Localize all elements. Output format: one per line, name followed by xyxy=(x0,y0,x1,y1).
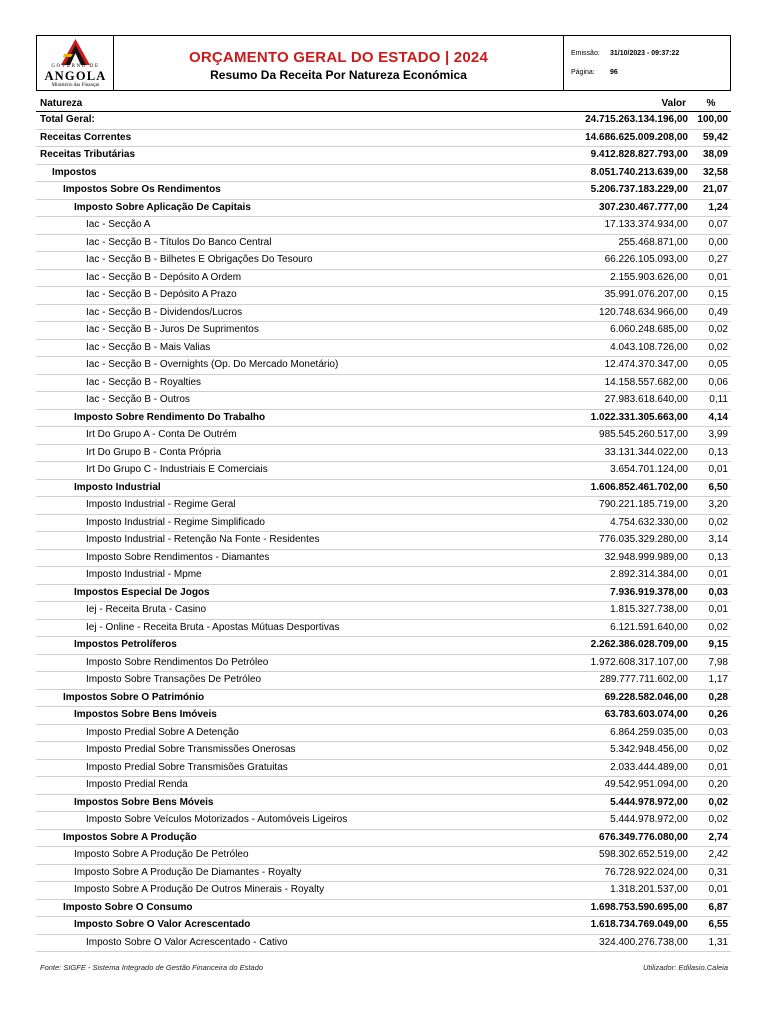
table-row xyxy=(36,777,731,795)
row-percent: 0,49 xyxy=(708,306,728,318)
row-natureza: Iej - Receita Bruta - Casino xyxy=(86,604,207,615)
table-row xyxy=(36,585,731,603)
row-natureza: Imposto Sobre A Produção De Petróleo xyxy=(74,849,249,860)
title-block xyxy=(114,36,563,90)
row-natureza: Impostos Sobre Os Rendimentos xyxy=(63,184,221,195)
row-natureza: Impostos Sobre Bens Móveis xyxy=(74,796,214,808)
document-title: ORÇAMENTO GERAL DO ESTADO | 2024 xyxy=(189,49,488,66)
row-valor: 14.686.625.009.208,00 xyxy=(585,131,688,143)
table-row xyxy=(36,795,731,813)
table-row xyxy=(36,375,731,393)
row-valor: 598.302.652.519,00 xyxy=(599,849,688,860)
logo-block xyxy=(37,36,114,90)
row-percent: 2,42 xyxy=(708,849,728,860)
table-row xyxy=(36,217,731,235)
row-natureza: Impostos Sobre Bens Imóveis xyxy=(74,709,217,720)
row-natureza: Imposto Sobre Aplicação De Capitais xyxy=(74,201,251,213)
row-percent: 0,31 xyxy=(708,866,728,878)
row-valor: 985.545.260.517,00 xyxy=(599,429,688,440)
row-natureza: Iac - Secção B - Dividendos/Lucros xyxy=(86,306,243,318)
row-natureza: Imposto Sobre Veículos Motorizados - Automóveis Ligeiros xyxy=(86,814,348,825)
table-row xyxy=(36,690,731,708)
row-natureza: Imposto Predial Sobre A Detenção xyxy=(86,726,239,738)
table-header xyxy=(36,96,731,112)
row-valor: 9.412.828.827.793,00 xyxy=(590,149,688,160)
metadata-block xyxy=(563,36,730,90)
table-row xyxy=(36,707,731,725)
row-percent: 0,02 xyxy=(708,814,728,825)
report-header xyxy=(36,35,731,91)
row-percent: 38,09 xyxy=(702,149,728,160)
table-row xyxy=(36,550,731,568)
row-valor: 2.033.444.489,00 xyxy=(610,761,688,773)
row-valor: 1.318.201.537,00 xyxy=(610,884,688,895)
row-natureza: Impostos Sobre O Património xyxy=(63,691,205,703)
row-valor: 5.342.948.456,00 xyxy=(610,744,688,755)
table-row xyxy=(36,340,731,358)
row-percent: 0,01 xyxy=(708,464,728,475)
emissao-label: Emissão: xyxy=(571,50,600,57)
footer-user: Utilizador: Edilasio.Caleia xyxy=(642,963,728,972)
row-valor: 5.206.737.183.229,00 xyxy=(590,184,688,195)
table-row xyxy=(36,235,731,253)
row-percent: 0,01 xyxy=(708,604,728,615)
table-row xyxy=(36,637,731,655)
row-percent: 0,01 xyxy=(708,569,728,580)
row-valor: 1.972.608.317.107,00 xyxy=(590,656,688,668)
table-row xyxy=(36,515,731,533)
angola-emblem-icon xyxy=(61,39,90,65)
row-valor: 1.606.852.461.702,00 xyxy=(590,481,688,493)
row-valor: 27.983.618.640,00 xyxy=(604,394,688,405)
row-natureza: Imposto Sobre Rendimentos - Diamantes xyxy=(86,551,270,563)
table-row xyxy=(36,760,731,778)
table-row xyxy=(36,445,731,463)
row-natureza: Iac - Secção B - Depósito A Prazo xyxy=(86,289,237,300)
table-row xyxy=(36,882,731,900)
row-percent: 32,58 xyxy=(702,166,728,178)
table-row xyxy=(36,112,731,130)
row-percent: 3,20 xyxy=(708,499,728,510)
row-percent: 0,02 xyxy=(708,341,728,353)
row-natureza: Irt Do Grupo A - Conta De Outrém xyxy=(86,429,237,440)
table-row xyxy=(36,147,731,165)
row-valor: 12.474.370.347,00 xyxy=(604,359,688,370)
row-natureza: Receitas Correntes xyxy=(40,131,132,143)
row-valor: 120.748.634.966,00 xyxy=(599,306,688,318)
row-percent: 0,05 xyxy=(708,359,728,370)
row-percent: 6,55 xyxy=(708,919,728,930)
row-percent: 9,15 xyxy=(708,639,728,650)
row-valor: 49.542.951.094,00 xyxy=(604,779,688,790)
table-row xyxy=(36,532,731,550)
row-percent: 1,31 xyxy=(708,936,728,948)
row-natureza: Iac - Secção B - Juros De Suprimentos xyxy=(86,324,259,335)
row-percent: 6,50 xyxy=(708,481,728,493)
row-percent: 3,14 xyxy=(708,534,728,545)
row-percent: 7,98 xyxy=(708,656,728,668)
column-header-natureza: Natureza xyxy=(40,98,83,109)
row-percent: 59,42 xyxy=(702,131,728,143)
column-header-valor: Valor xyxy=(661,98,686,109)
row-valor: 289.777.711.602,00 xyxy=(599,674,688,685)
row-valor: 1.815.327.738,00 xyxy=(610,604,688,615)
table-row xyxy=(36,847,731,865)
row-natureza: Impostos xyxy=(52,166,97,178)
row-percent: 0,02 xyxy=(708,516,728,528)
row-natureza: Imposto Sobre O Consumo xyxy=(63,901,193,913)
row-natureza: Imposto Predial Renda xyxy=(86,779,188,790)
row-valor: 776.035.329.280,00 xyxy=(599,534,688,545)
row-percent: 0,13 xyxy=(708,551,728,563)
row-natureza: Imposto Industrial - Regime Geral xyxy=(86,499,236,510)
row-valor: 307.230.467.777,00 xyxy=(599,201,688,213)
row-natureza: Iac - Secção B - Royalties xyxy=(86,376,202,388)
row-natureza: Irt Do Grupo B - Conta Própria xyxy=(86,446,222,458)
row-percent: 0,27 xyxy=(708,254,728,265)
table-row xyxy=(36,725,731,743)
row-valor: 2.892.314.384,00 xyxy=(610,569,688,580)
row-percent: 0,01 xyxy=(708,884,728,895)
footer-source: Fonte: SIGFE - Sistema Integrado de Gestão Financeira do Estado xyxy=(40,963,264,972)
row-natureza: Imposto Predial Sobre Transmisões Gratuitas xyxy=(86,761,288,773)
table-row xyxy=(36,392,731,410)
row-percent: 0,11 xyxy=(709,394,728,405)
row-natureza: Iac - Secção B - Depósito A Ordem xyxy=(86,271,242,283)
table-row xyxy=(36,165,731,183)
pagina-value: 96 xyxy=(610,69,618,76)
table-row xyxy=(36,130,731,148)
pagina-label: Página: xyxy=(571,69,595,76)
row-natureza: Iac - Secção B - Outros xyxy=(86,394,190,405)
row-natureza: Imposto Sobre Transações De Petróleo xyxy=(86,674,262,685)
row-percent: 1,17 xyxy=(708,674,728,685)
row-valor: 17.133.374.934,00 xyxy=(604,219,688,230)
row-natureza: Iac - Secção B - Overnights (Op. Do Mercado Monetário) xyxy=(86,359,339,370)
column-header-percent: % xyxy=(706,98,716,109)
row-valor: 1.022.331.305.663,00 xyxy=(590,411,688,423)
row-valor: 7.936.919.378,00 xyxy=(610,586,688,598)
table-row xyxy=(36,812,731,830)
table-row xyxy=(36,655,731,673)
table-row xyxy=(36,865,731,883)
row-valor: 6.864.259.035,00 xyxy=(610,726,688,738)
row-natureza: Iac - Secção B - Mais Valias xyxy=(86,341,211,353)
row-natureza: Total Geral: xyxy=(40,114,95,125)
row-percent: 0,03 xyxy=(708,726,728,738)
table-row xyxy=(36,305,731,323)
row-natureza: Imposto Sobre Rendimento Do Trabalho xyxy=(74,411,266,423)
table-row xyxy=(36,480,731,498)
row-percent: 0,06 xyxy=(708,376,728,388)
row-natureza: Imposto Industrial - Retenção Na Fonte - Residentes xyxy=(86,534,320,545)
row-valor: 255.468.871,00 xyxy=(618,236,688,248)
table-row xyxy=(36,287,731,305)
row-valor: 676.349.776.080,00 xyxy=(599,831,688,843)
table-row xyxy=(36,742,731,760)
table-row xyxy=(36,917,731,935)
row-natureza: Impostos Especial De Jogos xyxy=(74,586,210,598)
row-valor: 6.121.591.640,00 xyxy=(610,621,688,633)
table-row xyxy=(36,620,731,638)
row-valor: 8.051.740.213.639,00 xyxy=(590,166,688,178)
row-valor: 33.131.344.022,00 xyxy=(604,446,688,458)
row-natureza: Iac - Secção B - Bilhetes E Obrigações Do Tesouro xyxy=(86,254,313,265)
row-valor: 63.783.603.074,00 xyxy=(604,709,688,720)
row-natureza: Imposto Industrial xyxy=(74,481,161,493)
row-valor: 24.715.263.134.196,00 xyxy=(585,114,688,125)
row-natureza: Iac - Secção A xyxy=(86,219,151,230)
table-row xyxy=(36,357,731,375)
row-valor: 69.228.582.046,00 xyxy=(604,691,688,703)
row-percent: 0,03 xyxy=(708,586,728,598)
table-row xyxy=(36,182,731,200)
row-natureza: Imposto Sobre A Produção De Outros Minerais - Royalty xyxy=(74,884,325,895)
table-row xyxy=(36,200,731,218)
row-percent: 0,20 xyxy=(708,779,728,790)
row-percent: 2,74 xyxy=(708,831,728,843)
row-valor: 3.654.701.124,00 xyxy=(610,464,688,475)
row-percent: 0,01 xyxy=(708,271,728,283)
row-percent: 0,02 xyxy=(708,621,728,633)
row-valor: 5.444.978.972,00 xyxy=(610,814,688,825)
table-row xyxy=(36,270,731,288)
row-natureza: Imposto Sobre Rendimentos Do Petróleo xyxy=(86,656,269,668)
row-valor: 1.698.753.590.695,00 xyxy=(590,901,688,913)
row-percent: 0,02 xyxy=(708,796,728,808)
row-valor: 790.221.185.719,00 xyxy=(599,499,688,510)
row-valor: 4.754.632.330,00 xyxy=(610,516,688,528)
row-valor: 6.060.248.685,00 xyxy=(610,324,688,335)
logo-line-governo: GOVERNO DE xyxy=(51,64,100,69)
table-row xyxy=(36,935,731,953)
row-natureza: Irt Do Grupo C - Industriais E Comerciais xyxy=(86,464,268,475)
emissao-value: 31/10/2023 - 09:37:22 xyxy=(610,50,680,57)
row-percent: 21,07 xyxy=(702,184,728,195)
row-percent: 100,00 xyxy=(697,114,728,125)
row-percent: 0,07 xyxy=(708,219,728,230)
row-natureza: Imposto Sobre O Valor Acrescentado xyxy=(74,919,251,930)
row-percent: 3,99 xyxy=(708,429,728,440)
row-valor: 5.444.978.972,00 xyxy=(610,796,688,808)
table-row xyxy=(36,427,731,445)
logo-line-angola: ANGOLA xyxy=(44,69,107,83)
row-natureza: Imposto Industrial - Mpme xyxy=(86,569,202,580)
row-percent: 0,28 xyxy=(708,691,728,703)
row-valor: 35.991.076.207,00 xyxy=(604,289,688,300)
row-natureza: Impostos Petrolíferos xyxy=(74,639,177,650)
table-row xyxy=(36,410,731,428)
logo-line-ministerio: Ministério das Finanças xyxy=(51,83,100,88)
row-natureza: Imposto Industrial - Regime Simplificado xyxy=(86,516,265,528)
row-valor: 76.728.922.024,00 xyxy=(604,866,688,878)
row-percent: 0,02 xyxy=(708,744,728,755)
table-row xyxy=(36,322,731,340)
row-natureza: Iac - Secção B - Títulos Do Banco Central xyxy=(86,236,272,248)
table-row xyxy=(36,252,731,270)
row-natureza: Impostos Sobre A Produção xyxy=(63,831,197,843)
row-valor: 2.262.386.028.709,00 xyxy=(590,639,688,650)
row-percent: 0,01 xyxy=(708,761,728,773)
row-percent: 0,13 xyxy=(708,446,728,458)
row-percent: 0,26 xyxy=(708,709,728,720)
row-natureza: Receitas Tributárias xyxy=(40,149,136,160)
row-natureza: Imposto Sobre O Valor Acrescentado - Cativo xyxy=(86,936,288,948)
table-row xyxy=(36,462,731,480)
table-row xyxy=(36,900,731,918)
row-valor: 14.158.557.682,00 xyxy=(604,376,688,388)
row-valor: 2.155.903.626,00 xyxy=(610,271,688,283)
row-natureza: Imposto Predial Sobre Transmissões Onerosas xyxy=(86,744,296,755)
row-percent: 6,87 xyxy=(708,901,728,913)
row-natureza: Iej - Online - Receita Bruta - Apostas Mútuas Desportivas xyxy=(86,621,340,633)
row-percent: 0,00 xyxy=(708,236,728,248)
document-subtitle: Resumo Da Receita Por Natureza Económica xyxy=(210,68,467,82)
table-row xyxy=(36,672,731,690)
row-valor: 1.618.734.769.049,00 xyxy=(590,919,688,930)
table-row xyxy=(36,567,731,585)
table-row xyxy=(36,830,731,848)
table-row xyxy=(36,602,731,620)
row-natureza: Imposto Sobre A Produção De Diamantes - Royalty xyxy=(74,866,302,878)
row-percent: 0,15 xyxy=(708,289,728,300)
table-row xyxy=(36,497,731,515)
row-valor: 32.948.999.989,00 xyxy=(604,551,688,563)
row-valor: 4.043.108.726,00 xyxy=(610,341,688,353)
row-valor: 66.226.105.093,00 xyxy=(604,254,688,265)
row-valor: 324.400.276.738,00 xyxy=(599,936,688,948)
row-percent: 1,24 xyxy=(708,201,728,213)
row-percent: 4,14 xyxy=(708,411,728,423)
row-percent: 0,02 xyxy=(708,324,728,335)
